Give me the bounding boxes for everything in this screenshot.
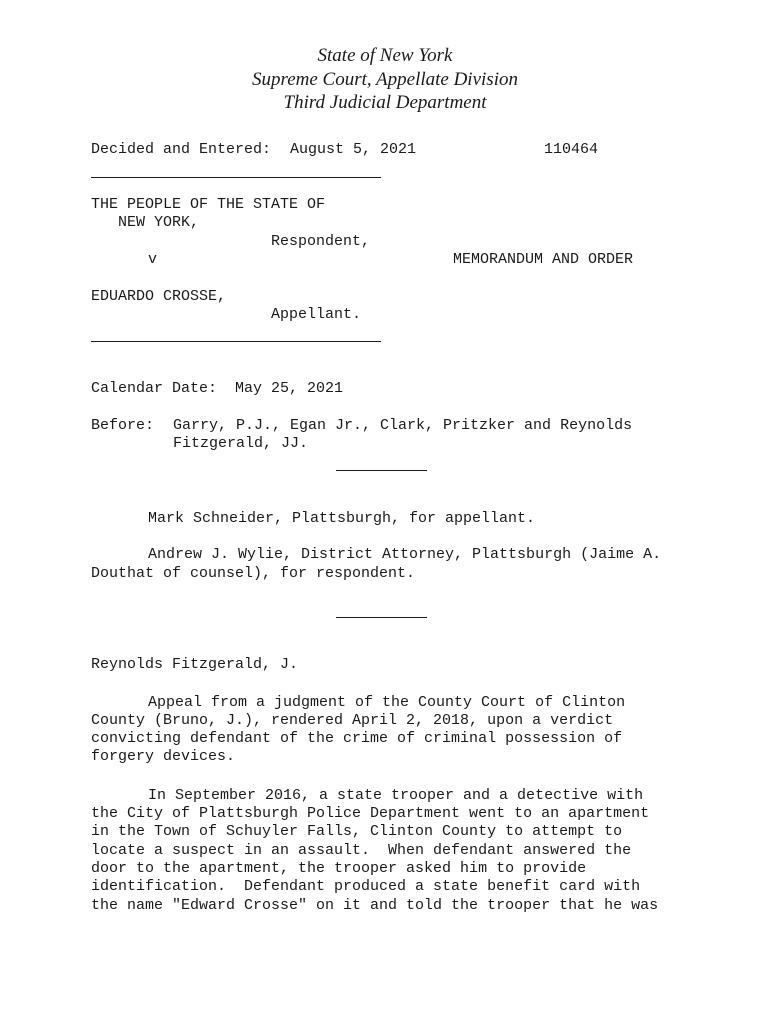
party1-name-line1: THE PEOPLE OF THE STATE OF [91, 196, 326, 213]
decided-date: August 5, 2021 [290, 141, 417, 158]
calendar-date: May 25, 2021 [235, 380, 344, 397]
section-divider-2 [336, 617, 427, 618]
court-department: Third Judicial Department [283, 92, 487, 113]
section-divider-1 [336, 470, 427, 471]
paragraph1-line: convicting defendant of the crime of criminal possession of [91, 730, 623, 747]
paragraph1-line: Appeal from a judgment of the County Court of Clinton [148, 694, 626, 711]
party2-name: EDUARDO CROSSE, [91, 288, 227, 305]
party1-role: Respondent, [271, 233, 371, 250]
court-state: State of New York [317, 45, 453, 66]
calendar-label: Calendar Date: [91, 380, 218, 397]
paragraph1-line: County (Bruno, J.), rendered April 2, 2018, upon a verdict [91, 712, 614, 729]
caption-rule-bottom [91, 341, 381, 342]
paragraph2-line: locate a suspect in an assault. When defendant answered the [91, 842, 632, 859]
docket-number: 110464 [544, 141, 599, 158]
before-judges-line1: Garry, P.J., Egan Jr., Clark, Pritzker and Reynolds [173, 417, 633, 434]
paragraph1-line: forgery devices. [91, 748, 236, 765]
paragraph2-line: the name "Edward Crosse" on it and told the trooper that he was [91, 897, 659, 914]
paragraph2-line: identification. Defendant produced a state benefit card with [91, 878, 641, 895]
document-type: MEMORANDUM AND ORDER [453, 251, 634, 268]
paragraph2-line: in the Town of Schuyler Falls, Clinton County to attempt to [91, 823, 623, 840]
versus: v [148, 251, 158, 268]
caption-rule-top [91, 177, 381, 178]
counsel-appellant: Mark Schneider, Plattsburgh, for appellant. [148, 510, 536, 527]
court-name: Supreme Court, Appellate Division [252, 68, 518, 90]
party1-name-line2: NEW YORK, [118, 214, 200, 231]
party2-role: Appellant. [271, 306, 362, 323]
counsel-respondent-line1: Andrew J. Wylie, District Attorney, Plattsburgh (Jaime A. [148, 546, 662, 563]
paragraph2-line: In September 2016, a state trooper and a detective with [148, 787, 644, 804]
before-label: Before: [91, 417, 155, 434]
counsel-respondent-line2: Douthat of counsel), for respondent. [91, 565, 416, 582]
paragraph2-line: door to the apartment, the trooper asked him to provide [91, 860, 587, 877]
opinion-author: Reynolds Fitzgerald, J. [91, 656, 299, 673]
decided-label: Decided and Entered: [91, 141, 272, 158]
before-judges-line2: Fitzgerald, JJ. [173, 435, 309, 452]
paragraph2-line: the City of Plattsburgh Police Department went to an apartment [91, 805, 650, 822]
court-heading [0, 44, 770, 115]
